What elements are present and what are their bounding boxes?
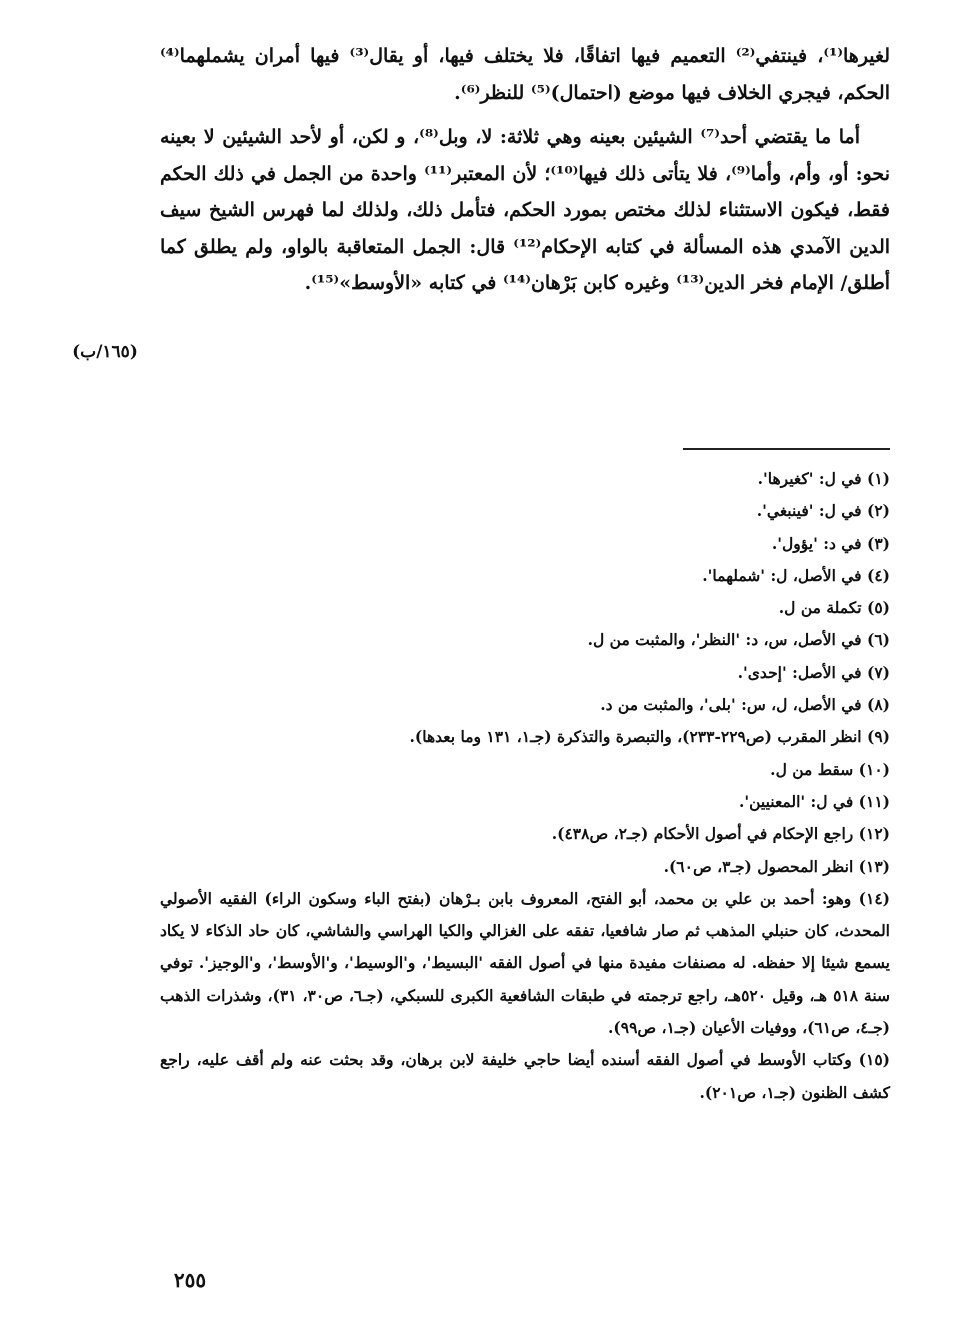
- main-text-block: [160, 38, 890, 302]
- page-number: ٢٥٥: [173, 1268, 207, 1292]
- footnote-2: (٢) في ل: 'فينبغي'.: [756, 501, 890, 521]
- footnote-separator: [683, 448, 890, 450]
- footnote-4: (٤) في الأصل، ل: 'شملهما'.: [702, 565, 890, 585]
- footnote-13: (١٣) انظر المحصول (جـ٣، ص٦٠).: [663, 856, 890, 876]
- footnote-11: (١١) في ل: 'المعنيين'.: [738, 791, 890, 811]
- footnote-14: (١٤) وهو: أحمد بن علي بن محمد، أبو الفتح، المعروف بابن بـرْهان (بفتح الباء وسكون الراء) الفقيه الأصولي المحدث، كان حنبلي المذهب ثم صار شافعيا، تفقه على الغزالي والكيا الهراسي والشاشي، كان حاد الذكاء لا يكاد يسمع شيئا إلا حفظه. له مصنفات مفيدة منها في أصول الفقه 'البسيط'، و'الوسيط'، و'الأوسط'، و'الوجيز'. توفي سنة ٥١٨ هـ، وقيل ٥٢٠هـ، راجع ترجمته في طبقات الشافعية الكبرى للسبكي، (جـ٦، ص٣٠، ٣١)، وشذرات الذهب (جـ٤، ص٦١)، ووفيات الأعيان (جـ١، ص٩٩).: [160, 888, 891, 1038]
- footnote-6: (٦) في الأصل، س، د: 'النظر'، والمثبت من ل.: [587, 630, 890, 650]
- footnote-15: (١٥) وكتاب الأوسط في أصول الفقه أسنده أيضا حاجي خليفة لابن برهان، وقد بحثت عنه ولم أقف عليه، راجع كشف الظنون (جـ١، ص٢٠١).: [160, 1050, 890, 1102]
- footnote-10: (١٠) سقط من ل.: [770, 759, 890, 779]
- footnote-3: (٣) في د: 'يؤول'.: [771, 533, 890, 553]
- footnote-9: (٩) انظر المقرب (ص٢٢٩-٢٣٣)، والتبصرة والتذكرة (جـ١، ١٣١ وما بعدها).: [409, 727, 890, 747]
- folio-margin-note: (١٦٥/ب): [72, 342, 138, 362]
- footnote-5: (٥) تكملة من ل.: [778, 598, 890, 618]
- body-paragraph-2: أما ما يقتضي أحد⁽⁷⁾ الشيئين بعينه وهي ثلاثة: لا، وبل⁽⁸⁾، و لكن، أو لأحد الشيئين لا بعينه نحو: أو، وأم، وأما⁽⁹⁾، فلا يتأتى ذلك فيها⁽¹⁰⁾؛ لأن المعتبر⁽¹¹⁾ واحدة من الجمل في ذلك الحكم فقط، فيكون الاستثناء لذلك مختص بمورد الحكم، فتأمل ذلك، ولذلك لما فهرس الشيخ سيف الدين الآمدي هذه المسألة في كتابه الإحكام⁽¹²⁾ قال: الجمل المتعاقبة بالواو، ولم يطلق كما أطلق/ الإمام فخر الدين⁽¹³⁾ وغيره كابن بَرْهان⁽¹⁴⁾ في كتابه «الأوسط»⁽¹⁵⁾.: [160, 126, 891, 294]
- footnote-7: (٧) في الأصل: 'إحدى'.: [737, 662, 890, 682]
- footnote-1: (١) في ل: 'كغيرها'.: [757, 469, 890, 488]
- footnote-8: (٨) في الأصل، ل، س: 'بلى'، والمثبت من د.: [600, 695, 890, 715]
- footnote-12: (١٢) راجع الإحكام في أصول الأحكام (جـ٢، ص٤٣٨).: [551, 824, 890, 844]
- footnote-list: [160, 463, 890, 1109]
- body-paragraph-1: لغيرها⁽¹⁾، فينتفي⁽²⁾ التعميم فيها اتفاقًا، فلا يختلف فيها، أو يقال⁽³⁾ فيها أمران يشملهما⁽⁴⁾ الحكم، فيجري الخلاف فيها موضع (احتمال)⁽⁵⁾ للنظر⁽⁶⁾.: [160, 45, 890, 104]
- footnotes-section: [160, 463, 890, 1109]
